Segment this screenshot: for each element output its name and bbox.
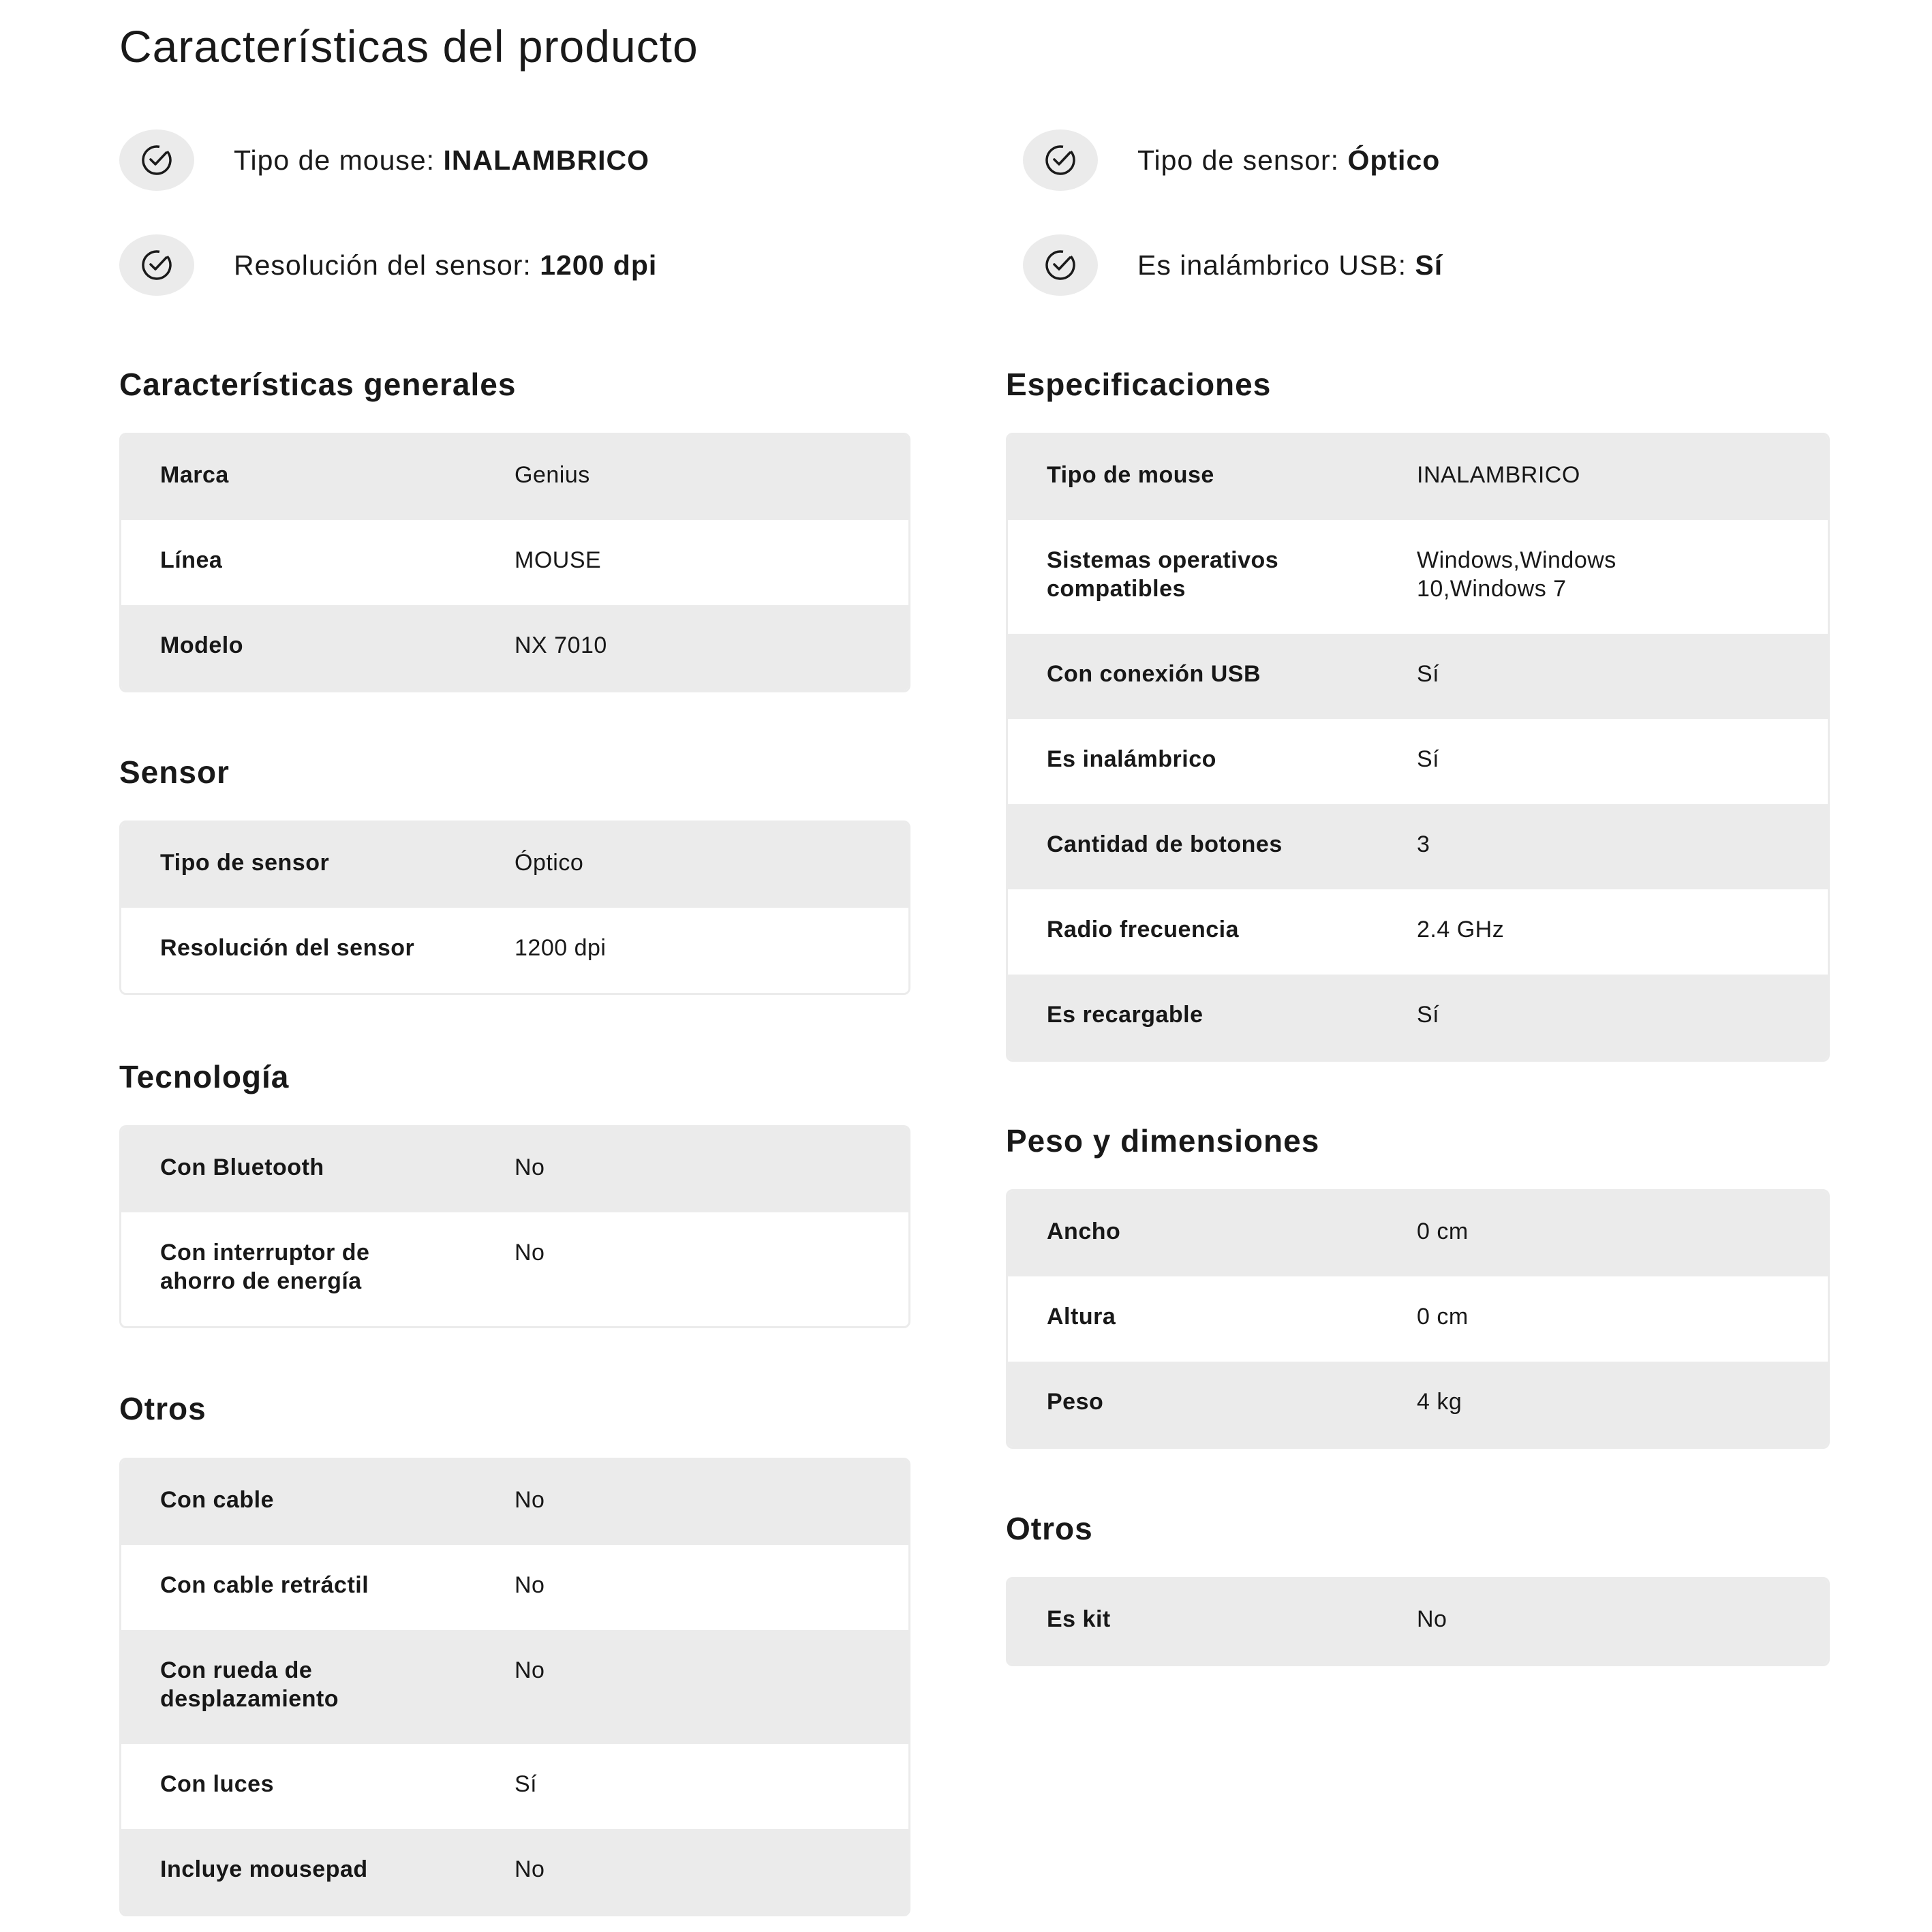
spec-label: Con cable — [160, 1487, 274, 1513]
spec-value: INALAMBRICO — [1417, 462, 1580, 488]
spec-value: 3 — [1417, 831, 1430, 857]
spec-value: Sí — [515, 1771, 538, 1797]
spec-label: Con rueda de desplazamiento — [160, 1657, 339, 1712]
spec-label: Altura — [1047, 1304, 1116, 1330]
section-title-otros: Otros — [119, 1391, 206, 1426]
highlight-value: Óptico — [1347, 144, 1441, 176]
spec-value: 4 kg — [1417, 1389, 1462, 1415]
spec-table-sensor — [119, 821, 910, 995]
table-row — [121, 1545, 908, 1630]
spec-table-peso-y-dimensiones — [1006, 1189, 1830, 1449]
table-row — [121, 1127, 908, 1212]
section-title-tecnologia: Tecnología — [119, 1059, 290, 1094]
spec-value: 0 cm — [1417, 1304, 1469, 1330]
table-row — [1008, 520, 1828, 634]
highlight-value: INALAMBRICO — [443, 144, 649, 176]
highlight-tipo-de-mouse — [119, 129, 649, 191]
table-row — [1008, 1276, 1828, 1362]
table-row — [1008, 804, 1828, 889]
spec-value: Genius — [515, 462, 590, 488]
spec-label: Es recargable — [1047, 1002, 1203, 1028]
section-title-especificaciones: Especificaciones — [1006, 367, 1272, 402]
spec-value: Sí — [1417, 1002, 1440, 1028]
highlight-text — [234, 144, 649, 177]
highlight-resolucion-del-sensor — [119, 234, 657, 296]
spec-value: MOUSE — [515, 547, 602, 573]
spec-value: Sí — [1417, 746, 1440, 772]
highlight-text — [1137, 144, 1440, 177]
table-row — [121, 435, 908, 520]
spec-value: No — [515, 1572, 545, 1598]
feature-highlights — [119, 129, 1830, 300]
spec-value: Windows,Windows 10,Windows 7 — [1417, 547, 1616, 602]
spec-table-otros — [119, 1458, 910, 1916]
spec-label: Resolución del sensor — [160, 935, 415, 961]
spec-table-otros-right — [1006, 1577, 1830, 1666]
table-row — [1008, 435, 1828, 520]
spec-label: Con conexión USB — [1047, 661, 1261, 687]
spec-value: 1200 dpi — [515, 935, 607, 961]
section-title-otros-right: Otros — [1006, 1511, 1093, 1546]
check-circle-icon — [1023, 129, 1098, 191]
spec-label: Con cable retráctil — [160, 1572, 369, 1598]
highlight-label: Es inalámbrico USB: — [1137, 249, 1415, 281]
spec-label: Es inalámbrico — [1047, 746, 1216, 772]
spec-table-tecnologia — [119, 1125, 910, 1328]
spec-label: Línea — [160, 547, 223, 573]
highlight-label: Tipo de mouse: — [234, 144, 444, 176]
section-title-sensor: Sensor — [119, 754, 230, 790]
spec-value: 2.4 GHz — [1417, 917, 1505, 942]
table-row — [1008, 1579, 1828, 1664]
spec-value: No — [515, 1240, 545, 1266]
table-row — [121, 908, 908, 993]
spec-value: No — [515, 1856, 545, 1882]
section-title-peso-y-dimensiones: Peso y dimensiones — [1006, 1123, 1320, 1159]
spec-table-especificaciones — [1006, 433, 1830, 1062]
spec-label: Radio frecuencia — [1047, 917, 1239, 942]
table-row — [1008, 634, 1828, 719]
spec-value: No — [1417, 1606, 1447, 1632]
table-row — [1008, 975, 1828, 1060]
table-row — [121, 1212, 908, 1326]
spec-value: No — [515, 1154, 545, 1180]
highlight-value: Sí — [1415, 249, 1443, 281]
table-row — [121, 823, 908, 908]
highlight-es-inalambrico-usb — [1023, 234, 1443, 296]
table-row — [121, 1630, 908, 1744]
spec-value: Sí — [1417, 661, 1440, 687]
table-row — [1008, 1191, 1828, 1276]
spec-table-caracteristicas-generales — [119, 433, 910, 692]
spec-label: Sistemas operativos compatibles — [1047, 547, 1279, 602]
table-row — [1008, 889, 1828, 975]
spec-label: Con interruptor de ahorro de energía — [160, 1240, 370, 1294]
spec-label: Con Bluetooth — [160, 1154, 324, 1180]
spec-label: Es kit — [1047, 1606, 1111, 1632]
table-row — [1008, 719, 1828, 804]
spec-label: Tipo de sensor — [160, 850, 330, 876]
table-row — [121, 520, 908, 605]
spec-label: Incluye mousepad — [160, 1856, 368, 1882]
spec-value: Óptico — [515, 850, 584, 876]
section-title-caracteristicas-generales: Características generales — [119, 367, 517, 402]
spec-value: NX 7010 — [515, 632, 607, 658]
spec-value: No — [515, 1657, 545, 1683]
table-row — [121, 605, 908, 690]
highlight-value: 1200 dpi — [540, 249, 658, 281]
spec-label: Con luces — [160, 1771, 274, 1797]
spec-label: Tipo de mouse — [1047, 462, 1214, 488]
highlight-tipo-de-sensor — [1023, 129, 1440, 191]
highlight-text — [1137, 249, 1443, 281]
spec-label: Modelo — [160, 632, 243, 658]
check-circle-icon — [119, 129, 194, 191]
table-row — [1008, 1362, 1828, 1447]
table-row — [121, 1744, 908, 1829]
page-title: Características del producto — [119, 21, 699, 72]
check-circle-icon — [1023, 234, 1098, 296]
check-circle-icon — [119, 234, 194, 296]
spec-label: Ancho — [1047, 1218, 1121, 1244]
highlight-label: Tipo de sensor: — [1137, 144, 1348, 176]
spec-label: Cantidad de botones — [1047, 831, 1283, 857]
highlight-label: Resolución del sensor: — [234, 249, 540, 281]
table-row — [121, 1460, 908, 1545]
spec-value: 0 cm — [1417, 1218, 1469, 1244]
spec-label: Peso — [1047, 1389, 1104, 1415]
spec-label: Marca — [160, 462, 229, 488]
table-row — [121, 1829, 908, 1914]
highlight-text — [234, 249, 657, 281]
spec-value: No — [515, 1487, 545, 1513]
